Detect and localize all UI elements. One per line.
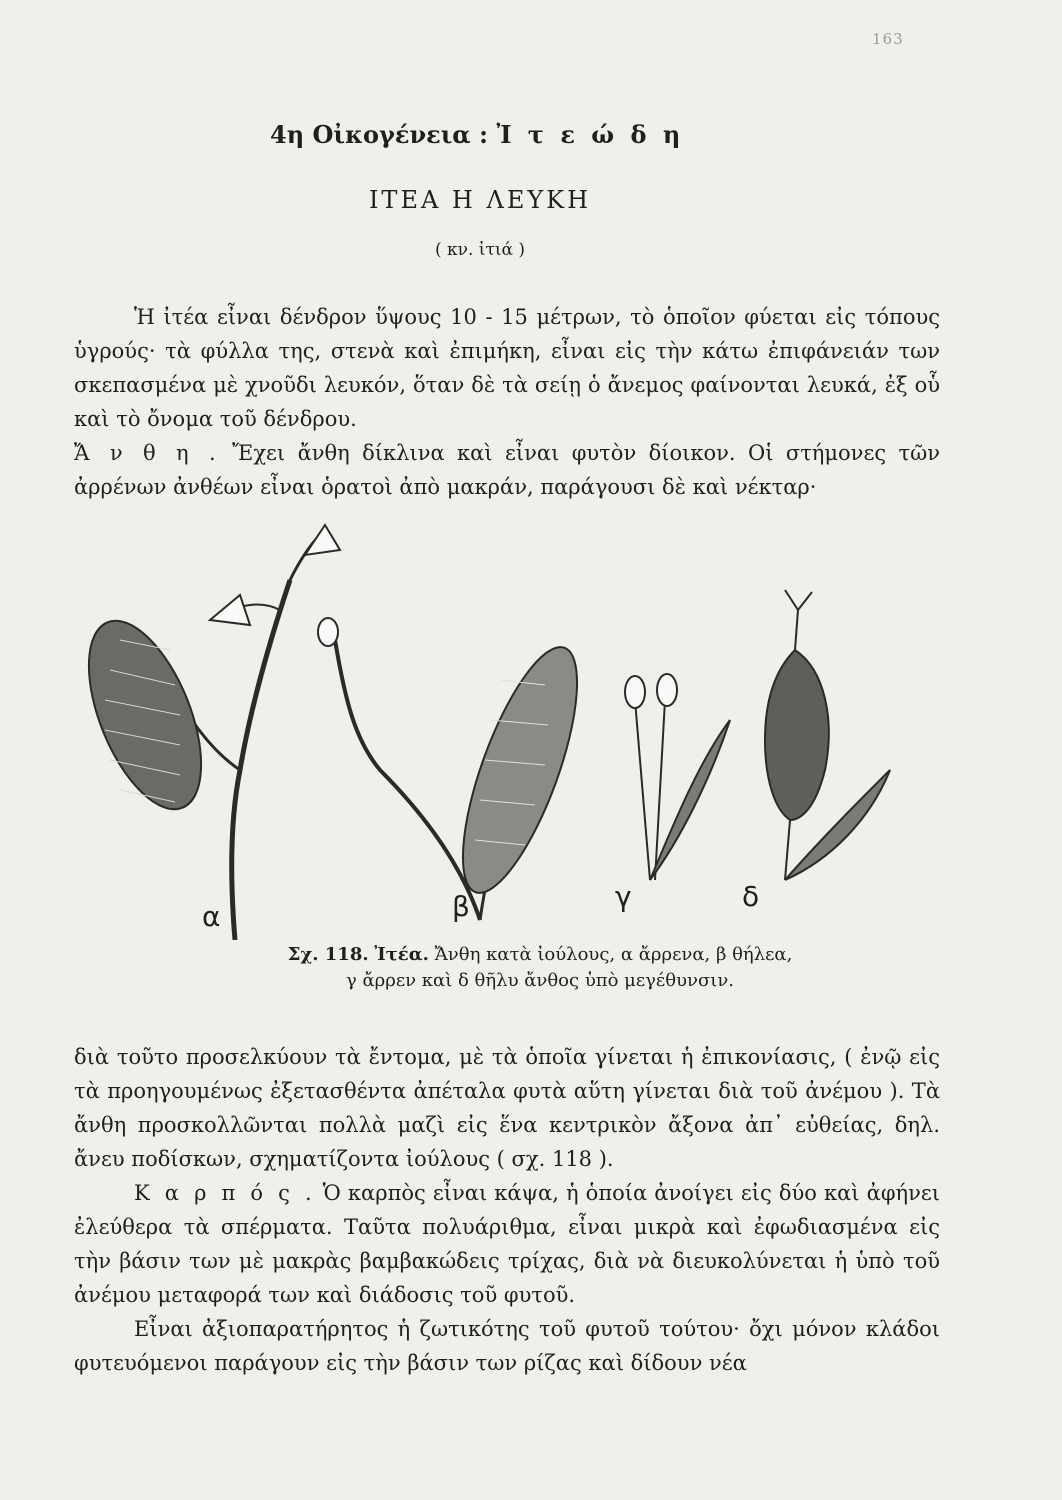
common-name: ( κν. ἰτιά ) — [434, 240, 526, 260]
paragraph-flowers — [74, 436, 940, 504]
page-number: 163 — [872, 30, 904, 48]
figure-label-beta: β — [452, 890, 470, 923]
caption-number: Σχ. 118. — [287, 944, 369, 965]
flowers-text: Ἔχει ἄνθη δίκλινα καὶ εἶναι φυτὸν δίοικον. Οἱ στήμονες τῶν ἀρρένων ἀνθέων εἶναι ὁρατοὶ ἀπὸ μακράν, παράγουσι δὲ καὶ νέκταρ· — [74, 441, 941, 499]
family-heading — [270, 120, 690, 149]
figure-caption-line2: γ ἄρρεν καὶ δ θῆλυ ἄνθος ὑπὸ μεγέθυνσιν. — [346, 970, 734, 991]
paragraph-description: Ἡ ἰτέα εἶναι δένδρον ὕψους 10 - 15 μέτρων, τὸ ὁποῖον φύεται εἰς τόπους ὑγρούς· τὰ φύλλα της, στενὰ καὶ ἐπιμήκη, εἶναι εἰς τὴν κάτω ἐπιφάνειάν των σκεπασμένα μὲ χνοῦδι λευκόν, ὅταν δὲ τὰ σείῃ ὁ ἄνεμος φαίνονται λευκά, ἐξ οὗ καὶ τὸ ὄνομα τοῦ δένδρου. — [74, 305, 940, 431]
family-prefix: 4η Οἰκογένεια : — [270, 120, 497, 149]
paragraph-pollination: διὰ τοῦτο προσελκύουν τὰ ἔντομα, μὲ τὰ ὁποῖα γίνεται ἡ ἐπικονίασις, ( ἐνῷ εἰς τὰ προηγουμένως ἐξετασθέντα ἀπέταλα φυτὰ αὕτη γίνεται διὰ τοῦ ἀνέμου ). Τὰ ἄνθη προσκολλῶνται πολλὰ μαζὶ εἰς ἕνα κεντρικὸν ἄξονα ἀπ᾽ εὐθείας, δηλ. ἄνευ ποδίσκων, σχηματίζοντα ἰούλους ( σχ. 118 ). — [74, 1045, 940, 1171]
figure-caption-line1 — [140, 944, 940, 965]
figure-label-alpha: α — [202, 900, 221, 933]
species-title: ΙΤΕΑ Η ΛΕΥΚΗ — [368, 186, 592, 214]
paragraph-vitality: Εἶναι ἀξιοπαρατήρητος ἡ ζωτικότης τοῦ φυτοῦ τούτου· ὄχι μόνον κλάδοι φυτευόμενοι παράγουν εἰς τὴν βάσιν των ρίζας καὶ δίδουν νέα — [74, 1317, 940, 1375]
body-text-top — [74, 300, 940, 504]
figure-label-gamma: γ — [615, 880, 632, 913]
fruit-label: Κ α ρ π ό ς . — [134, 1181, 316, 1205]
caption-name: Ἰτέα. — [374, 944, 429, 965]
body-text-bottom — [74, 1040, 940, 1380]
figure-label-delta: δ — [742, 880, 760, 913]
willow-illustration — [80, 520, 940, 940]
paragraph-fruit — [74, 1176, 940, 1312]
flowers-label: Ἄ ν θ η . — [74, 441, 220, 465]
willow-figure — [80, 520, 940, 940]
caption-text: Ἄνθη κατὰ ἰούλους, α ἄρρενα, β θήλεα, — [428, 944, 793, 965]
fruit-text: Ὁ καρπὸς εἶναι κάψα, ἡ ὁποία ἀνοίγει εἰς δύο καὶ ἀφήνει ἐλεύθερα τὰ σπέρματα. Ταῦτα πολυάριθμα, εἶναι μικρὰ καὶ ἐφωδιασμένα εἰς τὴν βάσιν των μὲ μακρὰς βαμβακώδεις τρίχας, διὰ νὰ διευκολύνεται ἡ ὑπὸ τοῦ ἀνέμου μεταφορά των καὶ διάδοσις τοῦ φυτοῦ. — [74, 1181, 940, 1307]
family-name: Ἰ τ ε ώ δ η — [496, 120, 685, 149]
